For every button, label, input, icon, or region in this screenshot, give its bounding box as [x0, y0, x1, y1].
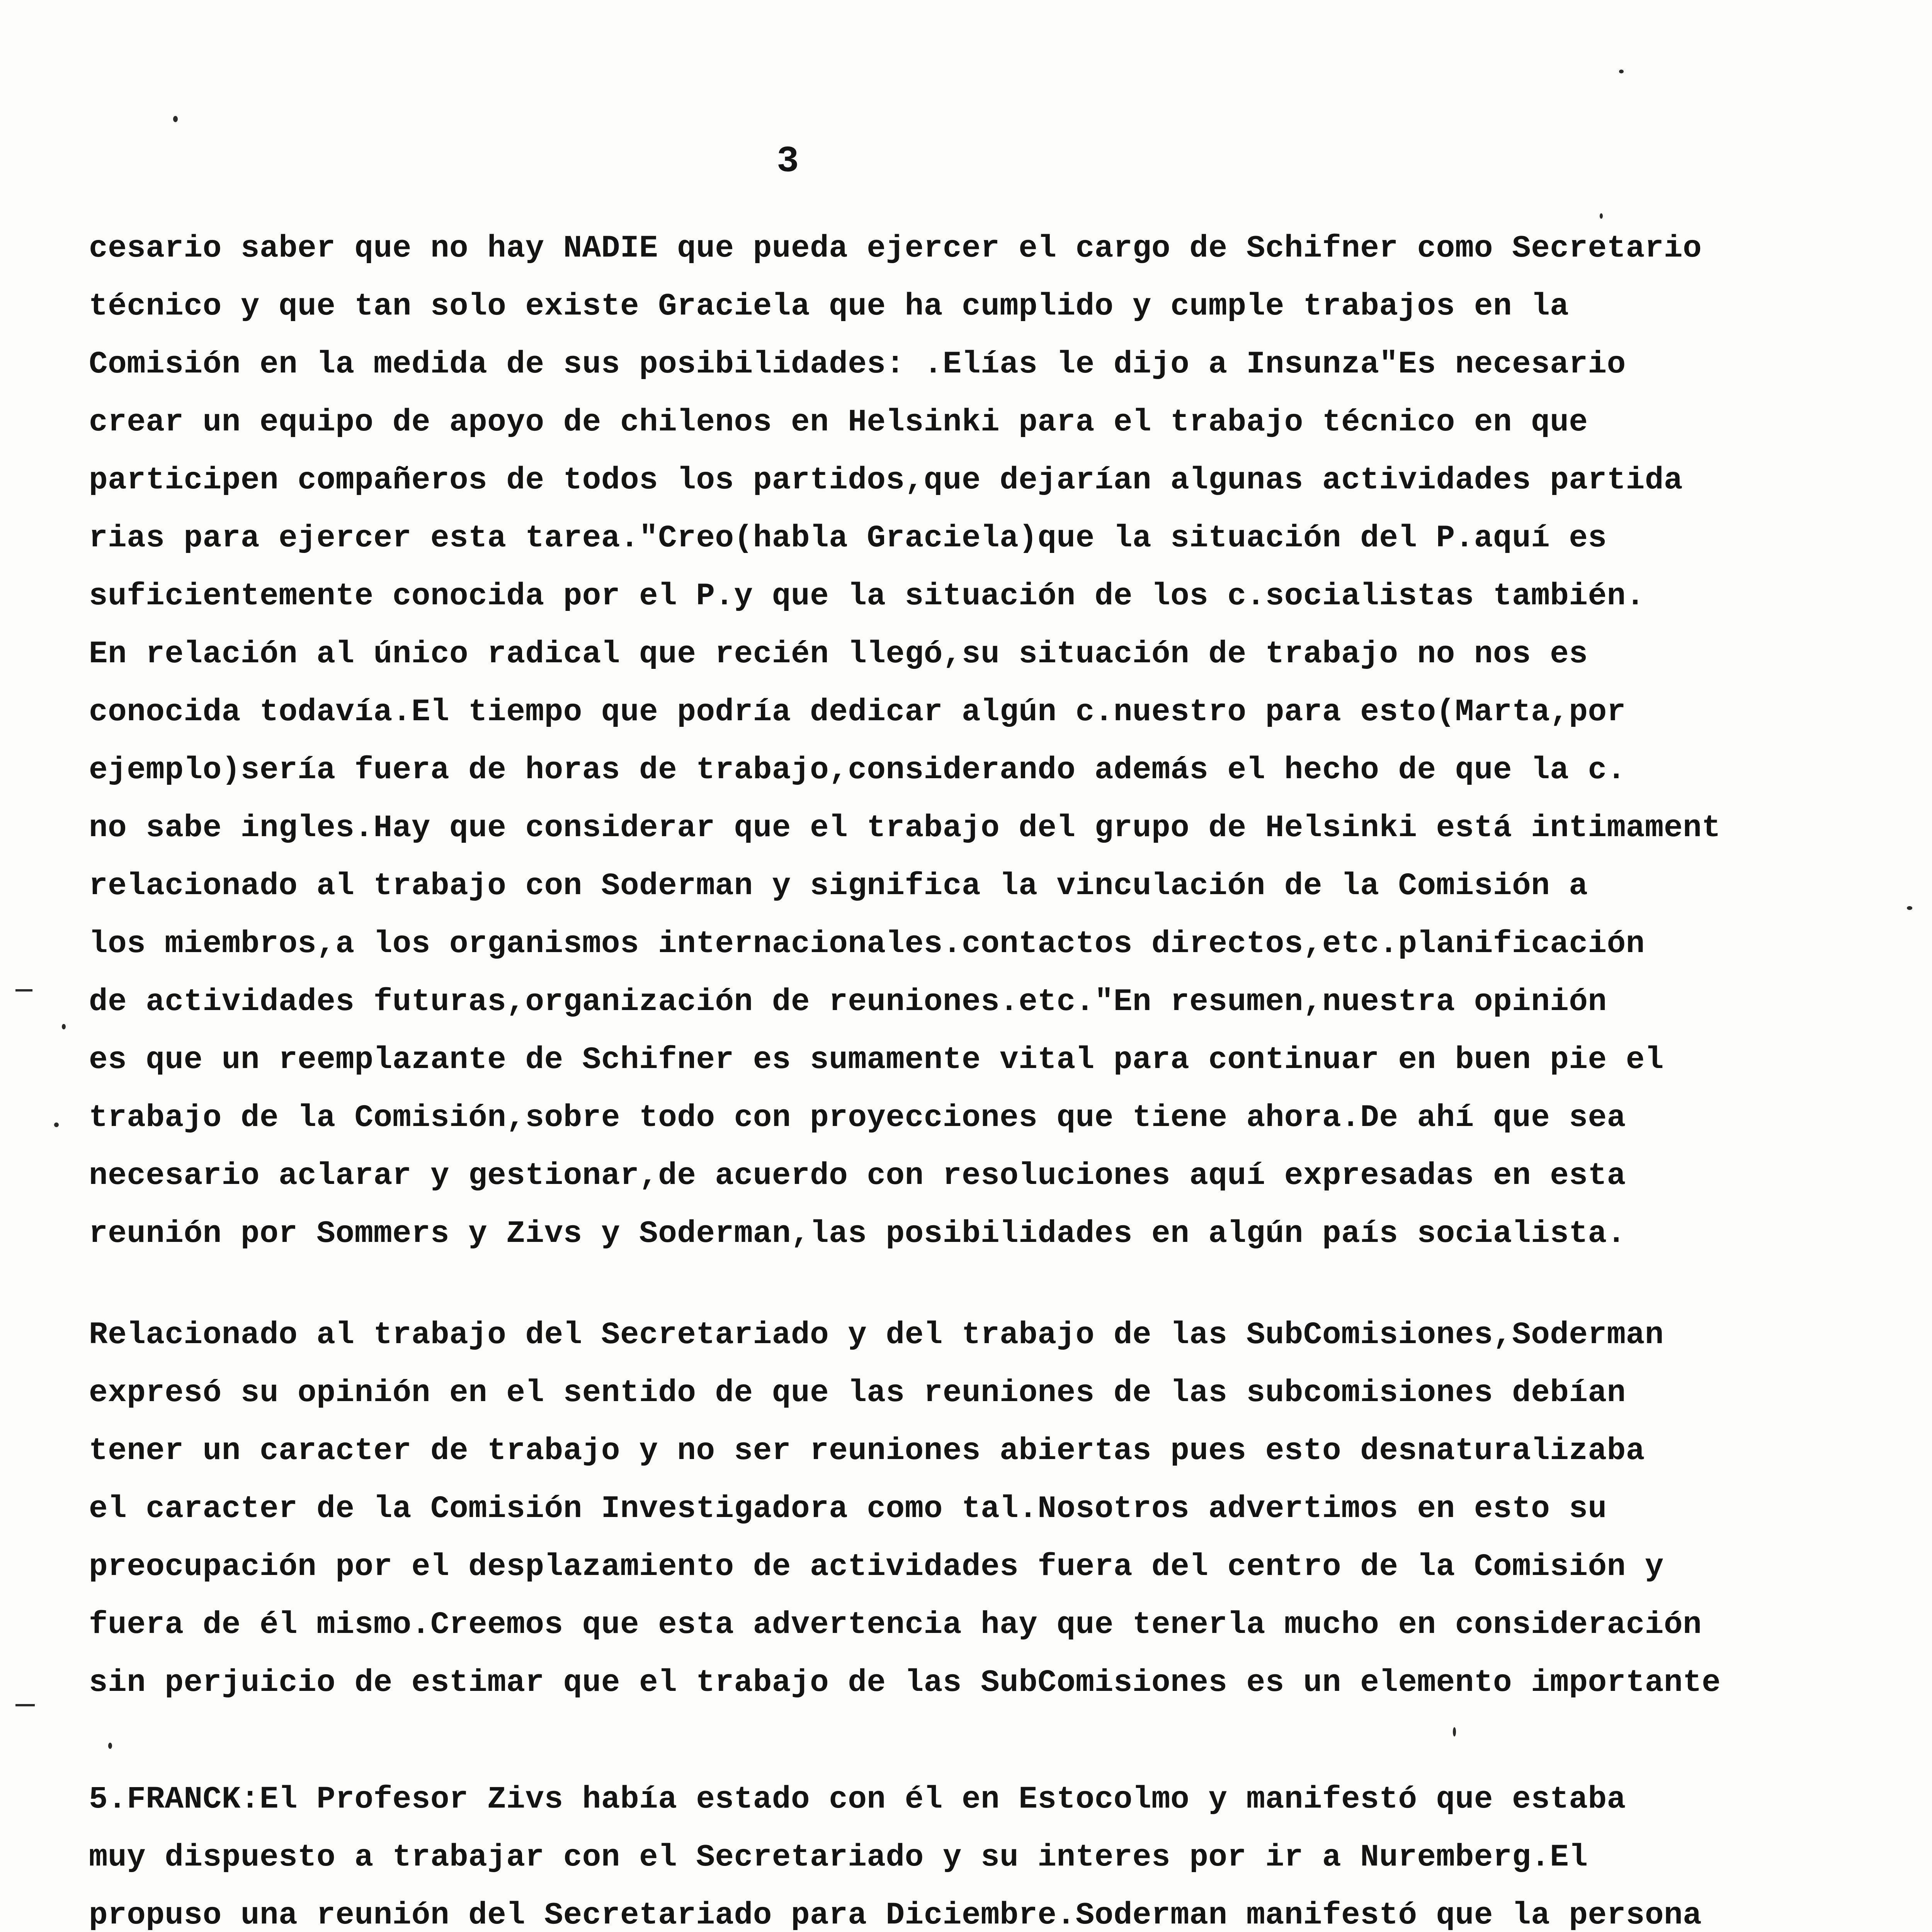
text-line: tener un caracter de trabajo y no ser reuniones abiertas pues esto desnaturalizaba	[89, 1434, 1645, 1469]
text-line: muy dispuesto a trabajar con el Secretariado y su interes por ir a Nuremberg.El	[89, 1840, 1588, 1875]
scan-speck	[173, 116, 178, 122]
text-line: de actividades futuras,organización de reuniones.etc."En resumen,nuestra opinión	[89, 985, 1607, 1020]
text-line: necesario aclarar y gestionar,de acuerdo con resoluciones aquí expresadas en esta	[89, 1158, 1626, 1194]
scan-speck	[1619, 70, 1624, 73]
text-line: Relacionado al trabajo del Secretariado y del trabajo de las SubComisiones,Soderman	[89, 1318, 1664, 1353]
scan-speck	[1600, 213, 1603, 219]
text-line: no sabe ingles.Hay que considerar que el trabajo del grupo de Helsinki está intimament	[89, 811, 1721, 846]
text-line: los miembros,a los organismos internacionales.contactos directos,etc.planificación	[89, 927, 1645, 962]
text-line: el caracter de la Comisión Investigadora como tal.Nosotros advertimos en esto su	[89, 1492, 1607, 1527]
page-number: 3	[777, 140, 799, 182]
edge-mark	[15, 989, 32, 992]
text-line: trabajo de la Comisión,sobre todo con proyecciones que tiene ahora.De ahí que sea	[89, 1100, 1626, 1136]
scan-speck	[1453, 1727, 1456, 1736]
text-line: En relación al único radical que recién llegó,su situación de trabajo no nos es	[89, 637, 1588, 672]
text-line: técnico y que tan solo existe Graciela que ha cumplido y cumple trabajos en la	[89, 289, 1569, 324]
text-line: suficientemente conocida por el P.y que la situación de los c.socialistas también.	[89, 579, 1645, 614]
text-line: 5.FRANCK:El Profesor Zivs había estado con él en Estocolmo y manifestó que estaba	[89, 1782, 1626, 1817]
text-line: expresó su opinión en el sentido de que las reuniones de las subcomisiones debían	[89, 1376, 1626, 1411]
text-line: reunión por Sommers y Zivs y Soderman,las posibilidades en algún país socialista.	[89, 1216, 1626, 1252]
text-line: fuera de él mismo.Creemos que esta advertencia hay que tenerla mucho en consideración	[89, 1607, 1702, 1643]
text-line: sin perjuicio de estimar que el trabajo de las SubComisiones es un elemento importante	[89, 1665, 1721, 1701]
scan-speck	[108, 1743, 112, 1749]
text-line: crear un equipo de apoyo de chilenos en Helsinki para el trabajo técnico en que	[89, 405, 1588, 440]
text-line: propuso una reunión del Secretariado para Diciembre.Soderman manifestó que la persona	[89, 1898, 1702, 1932]
edge-mark	[15, 1704, 35, 1706]
text-line: participen compañeros de todos los partidos,que dejarían algunas actividades partida	[89, 463, 1683, 498]
text-line: preocupación por el desplazamiento de actividades fuera del centro de la Comisión y	[89, 1549, 1664, 1585]
text-line: conocida todavía.El tiempo que podría dedicar algún c.nuestro para esto(Marta,por	[89, 695, 1626, 730]
text-line: rias para ejercer esta tarea."Creo(habla Graciela)que la situación del P.aquí es	[89, 521, 1607, 556]
text-line: Comisión en la medida de sus posibilidades: .Elías le dijo a Insunza"Es necesario	[89, 347, 1626, 382]
text-line: es que un reemplazante de Schifner es sumamente vital para continuar en buen pie el	[89, 1043, 1664, 1078]
scan-speck	[1907, 906, 1912, 910]
scan-speck	[62, 1024, 66, 1029]
text-line: ejemplo)sería fuera de horas de trabajo,considerando además el hecho de que la c.	[89, 753, 1626, 788]
scan-speck	[54, 1122, 59, 1127]
text-line: relacionado al trabajo con Soderman y significa la vinculación de la Comisión a	[89, 869, 1588, 904]
text-line: cesario saber que no hay NADIE que pueda ejercer el cargo de Schifner como Secretario	[89, 231, 1702, 266]
